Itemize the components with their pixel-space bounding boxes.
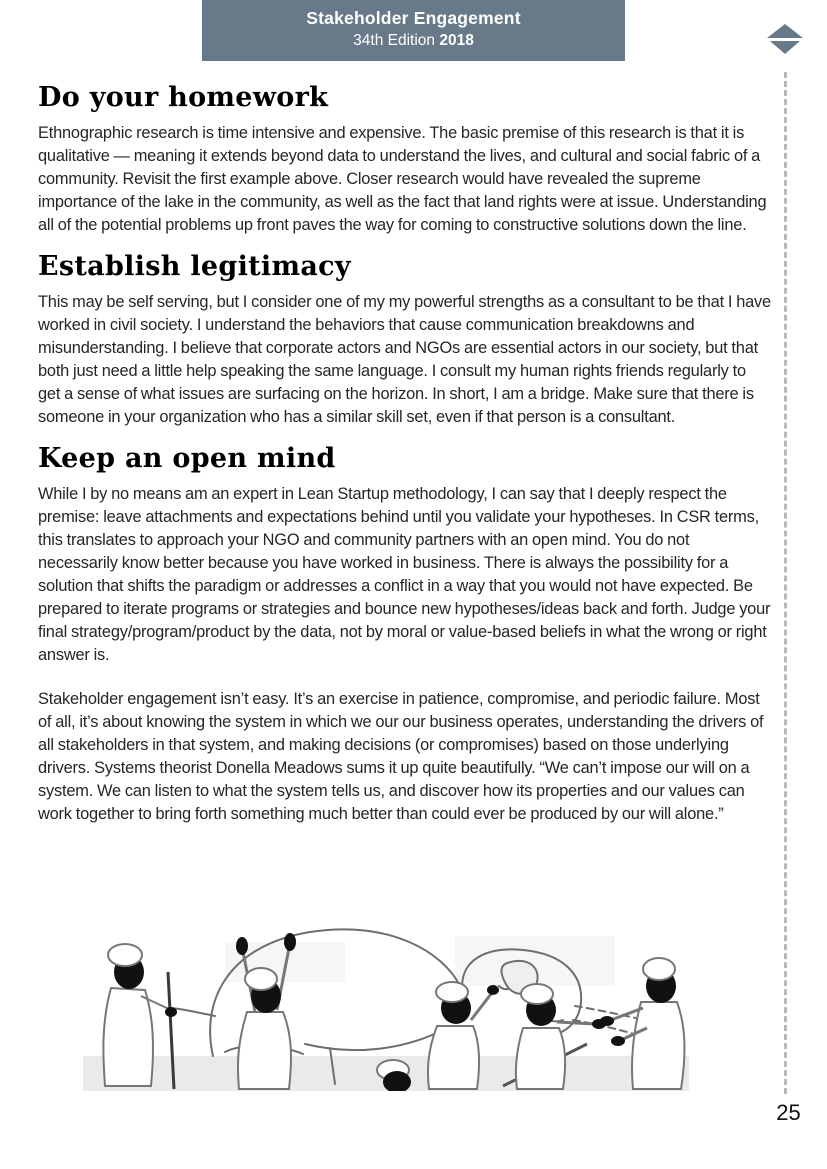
page-number: 25 [776,1100,801,1125]
triangle-up-icon [767,24,803,38]
section-do-your-homework [38,82,771,237]
section-heading: Establish legitimacy [38,251,351,283]
paragraph: This may be self serving, but I consider one of my my powerful strengths as a consultant to be that I have worked in civil society. I understand the behaviors that cause communication breakdowns and misunderstanding. I believe that corporate actors and NGOs are essential actors in our society, but that both just need a little help speaking the same language. I consult my human rights friends regularly to get a sense of what issues are surfacing on the horizon. In short, I am a bridge. Make sure that there is someone in your organization who has a similar skill set, even if that person is a consultant. [38,293,771,427]
banner-subtitle-edition: 34th Edition [353,32,440,49]
diamond-nav-icon[interactable] [766,24,804,54]
paragraph: Ethnographic research is time intensive and expensive. The basic premise of this research is that it is qualitative — meaning it extends beyond data to understand the lives, and cultural and social fabric of a community. Revisit the first example above. Closer research would have revealed the supreme importance of the lake in the community, as well as the fact that land rights were at issue. Understanding all of the potential problems up front paves the way for coming to constructive solutions down the line. [38,124,767,235]
dashed-vertical-rule [784,72,787,1094]
section-keep-an-open-mind [38,443,771,826]
section-heading: Do your homework [38,82,329,113]
elephant-sketch-svg [75,924,700,1091]
banner-title: Stakeholder Engagement [306,8,521,28]
banner-subtitle-year: 2018 [439,32,474,49]
paragraph: Stakeholder engagement isn’t easy. It’s an exercise in patience, compromise, and periodic failure. Most of all, it’s about knowing the system in which we our our business operates, understanding the drivers of all stakeholders in that system, and making decisions (or compromises) based on those underlying drivers. Systems theorist Donella Meadows sums it up quite beautifully. “We can’t impose our will on a system. We can listen to what the system tells us, and discover how its properties and our values can work together to bring forth something much better than could ever be produced by our will alone.” [38,690,764,824]
article-body [38,82,771,835]
section-establish-legitimacy [38,251,771,429]
section-heading: Keep an open mind [38,443,336,475]
triangle-down-icon [770,41,800,54]
paragraph: While I by no means am an expert in Lean Startup methodology, I can say that I deeply respect the premise: leave attachments and expectations behind until you validate your hypotheses. In CSR terms, this translates to approach your NGO and community partners with an open mind. You do not necessarily know better because you have worked in business. There is always the possibility for a solution that shifts the paradigm or addresses a conflict in a way that you would not have expected. Be prepared to iterate programs or strategies and bounce new hypotheses/ideas back and forth. Judge your final strategy/program/product by the data, not by moral or value-based beliefs in what the wrong or right answer is. [38,485,771,665]
blind-men-elephant-illustration [75,924,700,1091]
banner-subtitle [202,32,625,50]
edition-banner [202,0,625,61]
